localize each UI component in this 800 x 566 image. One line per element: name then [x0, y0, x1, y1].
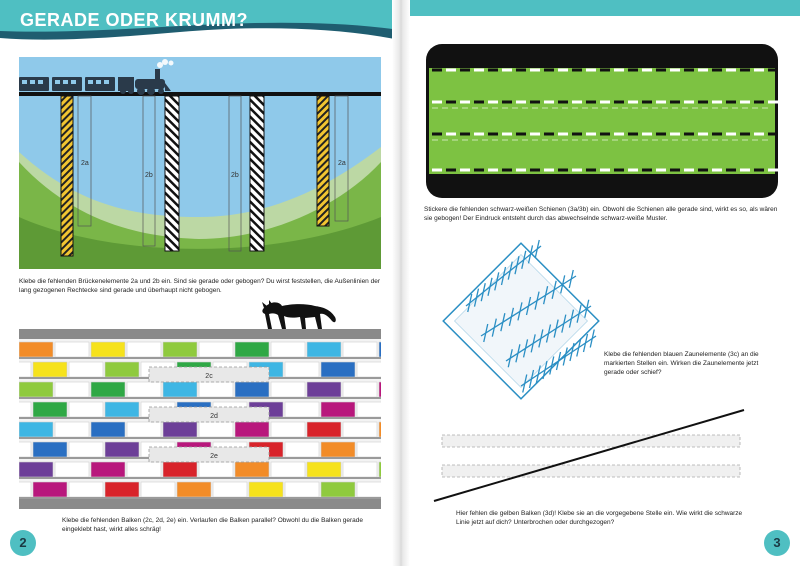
- brick: [33, 402, 67, 417]
- rail-dash: [530, 133, 540, 136]
- brick: [271, 342, 305, 357]
- brick: [379, 342, 381, 357]
- mortar-line: [19, 437, 381, 439]
- rail-dash: [572, 101, 582, 104]
- rail-dash: [656, 169, 666, 172]
- brick: [105, 362, 139, 377]
- brick: [33, 362, 67, 377]
- slot-label: 2e: [210, 453, 218, 460]
- rail-dash: [544, 101, 554, 104]
- rail-dash: [446, 69, 456, 72]
- brick: [69, 362, 103, 377]
- brick: [55, 382, 89, 397]
- slot-label: 2d: [210, 413, 218, 420]
- brick: [127, 382, 161, 397]
- rail-dash: [432, 69, 442, 72]
- brick: [127, 462, 161, 477]
- brick: [19, 482, 31, 497]
- slot-label: 2b: [145, 172, 153, 179]
- rail-dash: [558, 101, 568, 104]
- rail-dash: [754, 133, 764, 136]
- brick: [177, 482, 211, 497]
- brick: [19, 362, 31, 377]
- rail-dash: [628, 69, 638, 72]
- brick: [271, 422, 305, 437]
- brick: [357, 442, 381, 457]
- mortar-line: [19, 497, 381, 499]
- rail-dash: [516, 101, 526, 104]
- rail-dash: [432, 101, 442, 104]
- line-instructions: Hier fehlen die gelben Balken (3d)! Klebe sie an die vorgegebene Stelle ein. Wie wirkt die schwarze Linie jetzt auf dich? Unterbrochen oder durchgezogen?: [456, 510, 743, 526]
- mortar-line: [19, 477, 381, 479]
- brick: [271, 382, 305, 397]
- brick: [357, 402, 381, 417]
- rail-dash: [740, 169, 750, 172]
- brick: [19, 422, 53, 437]
- slot-label: 2a: [81, 160, 89, 167]
- rail-dash: [754, 69, 764, 72]
- rail-dash: [698, 169, 708, 172]
- rail-dash: [502, 101, 512, 104]
- brick: [307, 462, 341, 477]
- page-title: GERADE ODER KRUMM?: [20, 10, 248, 30]
- brick: [69, 442, 103, 457]
- rail-dash: [600, 69, 610, 72]
- rail-dash: [446, 169, 456, 172]
- fence-picket: [535, 240, 539, 258]
- rail-dash: [572, 133, 582, 136]
- rail-dash: [530, 169, 540, 172]
- brick: [307, 422, 341, 437]
- slot-2d: [149, 407, 269, 422]
- brick: [19, 342, 53, 357]
- rail-dash: [712, 101, 722, 104]
- brick: [199, 342, 233, 357]
- rail-dash: [712, 69, 722, 72]
- rail-dash: [516, 133, 526, 136]
- pillar-yellow-2: [317, 96, 329, 226]
- rail-dash: [488, 169, 498, 172]
- rail-dash: [516, 169, 526, 172]
- rail-dash: [684, 101, 694, 104]
- rail-dash: [698, 133, 708, 136]
- rail-dash: [586, 69, 596, 72]
- brick: [105, 442, 139, 457]
- brick: [163, 462, 197, 477]
- brick: [379, 382, 381, 397]
- slot-label: 2b: [231, 172, 239, 179]
- rail-dash: [712, 169, 722, 172]
- rail-dash: [642, 69, 652, 72]
- rail-dash: [586, 101, 596, 104]
- brick: [19, 462, 53, 477]
- rail-dash: [586, 169, 596, 172]
- brick: [55, 422, 89, 437]
- page-number-left: 2: [10, 530, 36, 556]
- brick: [105, 482, 139, 497]
- rail-dash: [572, 169, 582, 172]
- slot-label: 2c: [205, 373, 213, 380]
- rail-dash: [474, 69, 484, 72]
- rail-dash: [474, 101, 484, 104]
- brick: [285, 402, 319, 417]
- rail-dash: [586, 133, 596, 136]
- rail-dash: [614, 169, 624, 172]
- brick: [19, 382, 53, 397]
- rail-dash: [460, 133, 470, 136]
- brick: [127, 422, 161, 437]
- rail-dash: [502, 69, 512, 72]
- brick: [91, 342, 125, 357]
- rail-dash: [684, 169, 694, 172]
- slot-2e: [149, 447, 269, 462]
- brick: [199, 382, 233, 397]
- header-strip: [410, 0, 800, 16]
- brick: [357, 362, 381, 377]
- brick: [19, 442, 31, 457]
- rail-dash: [614, 101, 624, 104]
- pillar-bw-1: [165, 96, 179, 251]
- pillar-bw-2: [250, 96, 264, 251]
- brick: [141, 482, 175, 497]
- brick: [321, 362, 355, 377]
- brick: [33, 482, 67, 497]
- rail-dash: [488, 69, 498, 72]
- rail-dash: [544, 169, 554, 172]
- rail-dash: [572, 69, 582, 72]
- rail-dash: [474, 169, 484, 172]
- rails-illustration: [424, 42, 780, 200]
- rail-dash: [502, 169, 512, 172]
- mortar-line: [19, 397, 381, 399]
- rail-dash: [628, 169, 638, 172]
- brick: [343, 382, 377, 397]
- rail-dash: [432, 169, 442, 172]
- brick: [343, 462, 377, 477]
- brick: [19, 402, 31, 417]
- brick: [285, 442, 319, 457]
- rail-dash: [642, 169, 652, 172]
- brick: [199, 422, 233, 437]
- brick: [321, 442, 355, 457]
- rail-dash: [488, 101, 498, 104]
- rail-dash: [656, 69, 666, 72]
- brick: [235, 462, 269, 477]
- rail-dash: [670, 169, 680, 172]
- rail-dash: [446, 101, 456, 104]
- brick: [343, 422, 377, 437]
- brick: [321, 402, 355, 417]
- rail-dash: [558, 133, 568, 136]
- mortar-line: [19, 357, 381, 359]
- bridge-illustration: [19, 57, 381, 269]
- slot-label: 2a: [338, 160, 346, 167]
- rail-dash: [670, 101, 680, 104]
- brick: [91, 382, 125, 397]
- brick: [163, 422, 197, 437]
- brick: [235, 382, 269, 397]
- brick: [235, 422, 269, 437]
- rail-dash: [600, 101, 610, 104]
- brick: [91, 462, 125, 477]
- rail-dash: [670, 69, 680, 72]
- rail-dash: [670, 133, 680, 136]
- fence-picket: [590, 330, 594, 348]
- rail-dash: [446, 133, 456, 136]
- fence-instructions: Klebe die fehlenden blauen Zaunelemente (3c) an die markierten Stellen ein. Wirken die Zaunelemente jetzt gerade oder schief?: [604, 351, 759, 376]
- rail-dash: [460, 169, 470, 172]
- brick: [33, 442, 67, 457]
- brick: [307, 382, 341, 397]
- rails-instructions: Stickere die fehlenden schwarz-weißen Schienen (3a/3b) ein. Obwohl die Schienen alle gerade sind, wirkt es so, als wären sie gebogen! Der Eindruck entsteht durch das abwechselnde schwarz-weiße Muster.: [424, 206, 778, 222]
- rail-dash: [740, 101, 750, 104]
- brick: [357, 482, 381, 497]
- rail-dash: [768, 69, 778, 72]
- rail-dash: [628, 101, 638, 104]
- brick: [69, 482, 103, 497]
- rail-dash: [558, 169, 568, 172]
- rail-dash: [460, 101, 470, 104]
- page-number-right: 3: [764, 530, 790, 556]
- cafe-wall-illustration: [19, 329, 381, 509]
- rail-dash: [628, 133, 638, 136]
- brick: [213, 482, 247, 497]
- rail-dash: [740, 69, 750, 72]
- rail-dash: [544, 133, 554, 136]
- brick: [343, 342, 377, 357]
- rail-dash: [698, 101, 708, 104]
- rail-dash: [642, 133, 652, 136]
- rail-dash: [684, 133, 694, 136]
- brick: [235, 342, 269, 357]
- rail-dash: [460, 69, 470, 72]
- rail-dash: [614, 133, 624, 136]
- rail-dash: [768, 101, 778, 104]
- fence-illustration: [426, 226, 616, 416]
- wall-instructions: Klebe die fehlenden Balken (2c, 2d, 2e) ein. Verlaufen die Balken parallel? Obwohl du die Balken gerade eingeklebt hast, wirkt alles schräg!: [62, 517, 364, 533]
- rail-dash: [516, 69, 526, 72]
- rail-dash: [726, 101, 736, 104]
- brick: [55, 342, 89, 357]
- brick: [271, 462, 305, 477]
- brick: [69, 402, 103, 417]
- brick: [163, 382, 197, 397]
- cat-icon: [260, 297, 340, 331]
- brick: [105, 402, 139, 417]
- rail-dash: [656, 101, 666, 104]
- rail-dash: [726, 69, 736, 72]
- rail-dash: [432, 133, 442, 136]
- line-illustration: [430, 404, 760, 514]
- brick: [127, 342, 161, 357]
- fence-picket: [569, 270, 573, 288]
- rail-dash: [656, 133, 666, 136]
- rail-dash: [530, 101, 540, 104]
- bridge-instructions: Klebe die fehlenden Brückenelemente 2a und 2b ein. Sind sie gerade oder gebogen? Du wirst feststellen, die Außenlinien der lang gezogenen Rechtecke sind gerade und überhaupt nicht gebogen.: [19, 278, 380, 294]
- brick: [379, 422, 381, 437]
- rail-dash: [502, 133, 512, 136]
- brick: [199, 462, 233, 477]
- slot-3d-top: [442, 435, 740, 447]
- rail-dash: [600, 133, 610, 136]
- rail-dash: [530, 69, 540, 72]
- brick: [91, 422, 125, 437]
- brick: [55, 462, 89, 477]
- brick: [285, 482, 319, 497]
- brick: [163, 342, 197, 357]
- rail-dash: [726, 169, 736, 172]
- rail-dash: [684, 69, 694, 72]
- rail-dash: [712, 133, 722, 136]
- rail-dash: [726, 133, 736, 136]
- pillar-yellow: [61, 96, 73, 256]
- rail-dash: [754, 169, 764, 172]
- rail-dash: [614, 69, 624, 72]
- rail-dash: [600, 169, 610, 172]
- rail-dash: [558, 69, 568, 72]
- rail-dash: [768, 133, 778, 136]
- brick: [321, 482, 355, 497]
- rail-dash: [698, 69, 708, 72]
- slot-3d-bottom: [442, 465, 740, 477]
- brick: [285, 362, 319, 377]
- brick: [249, 482, 283, 497]
- rail-dash: [754, 101, 764, 104]
- rail-dash: [768, 169, 778, 172]
- brick: [379, 462, 381, 477]
- rail-dash: [544, 69, 554, 72]
- rail-dash: [488, 133, 498, 136]
- rail-dash: [642, 101, 652, 104]
- right-page: [400, 0, 800, 566]
- diagonal-line: [434, 410, 744, 501]
- brick: [307, 342, 341, 357]
- rail-dash: [740, 133, 750, 136]
- rail-dash: [474, 133, 484, 136]
